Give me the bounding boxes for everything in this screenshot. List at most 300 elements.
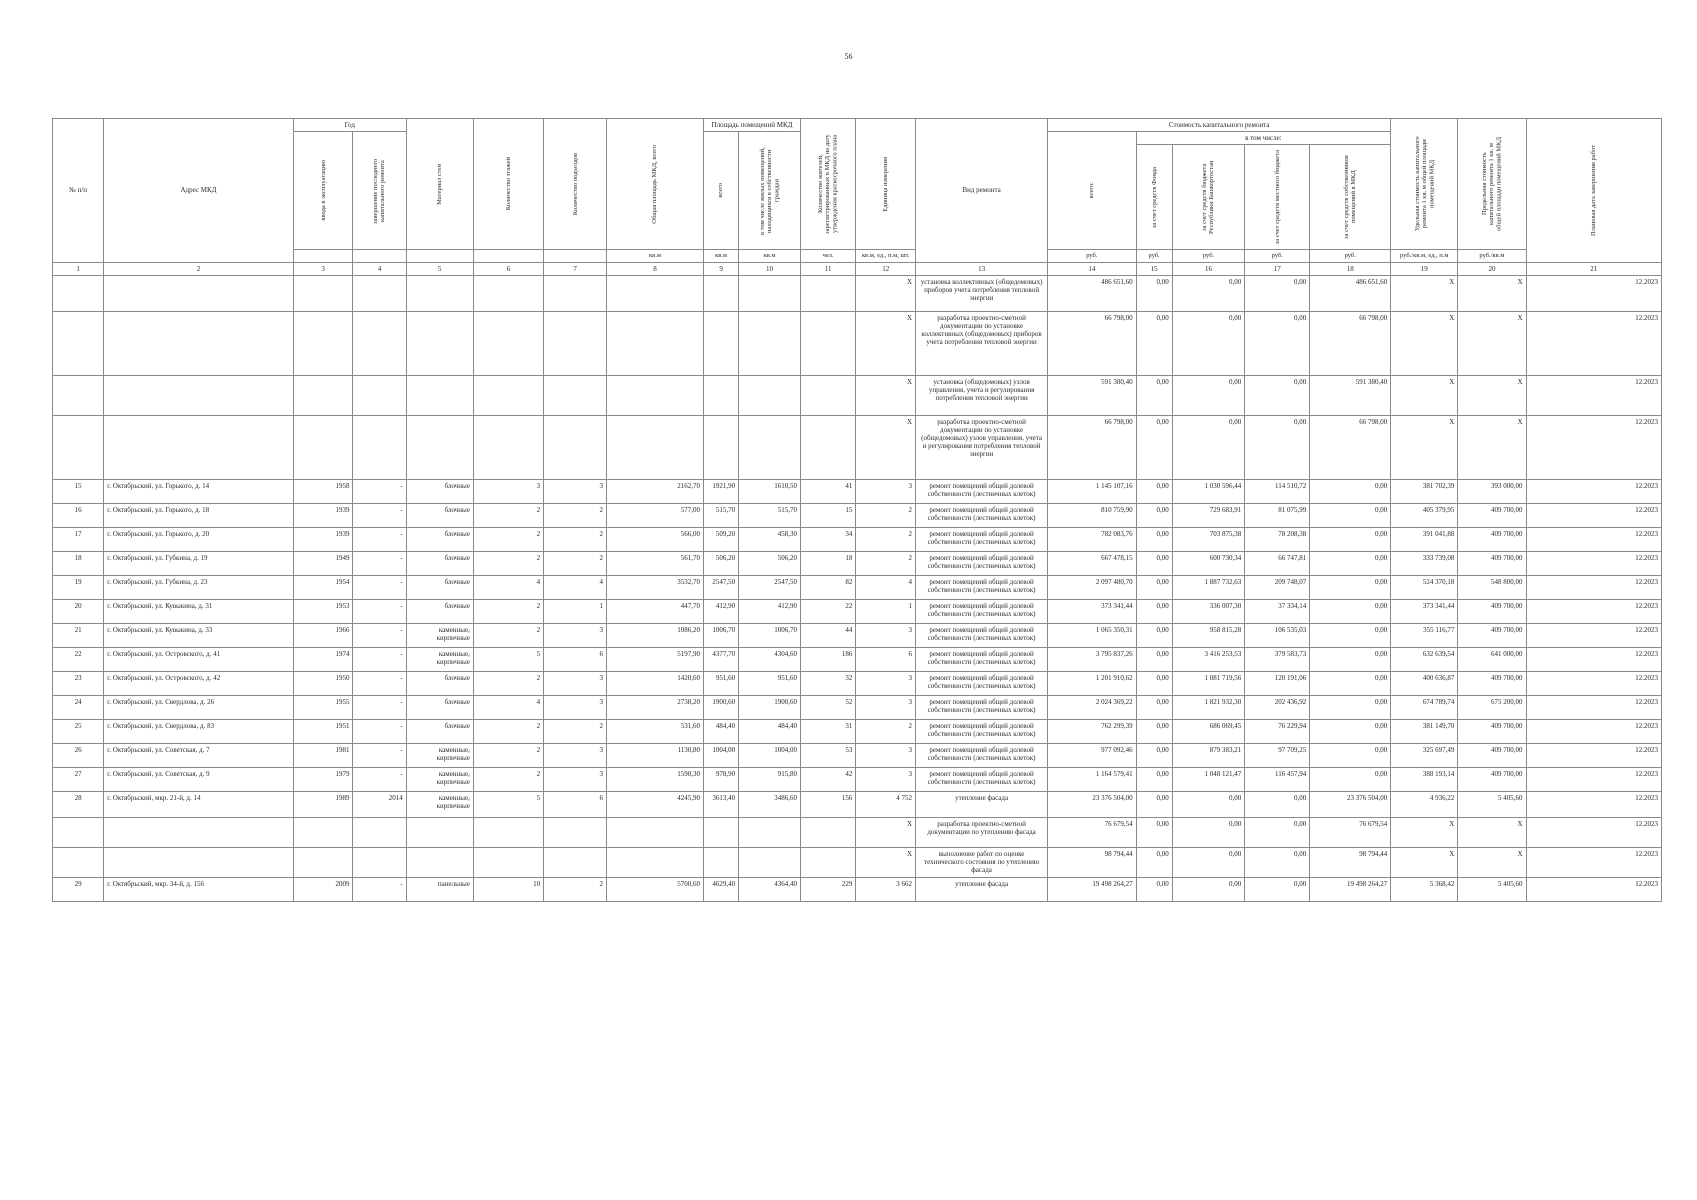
cell-c6: 2 <box>473 767 543 791</box>
cell-c21: 12.2023 <box>1526 479 1661 503</box>
cell-c17: 66 747,81 <box>1245 551 1310 575</box>
cell-c15: 0,00 <box>1136 743 1172 767</box>
table-row <box>53 647 1662 671</box>
cell-c4 <box>353 311 406 375</box>
cell-c9: 4377,70 <box>703 647 738 671</box>
cell-c14: 76 679,54 <box>1048 817 1136 847</box>
cell-c7: 2 <box>544 527 607 551</box>
cell-c8 <box>607 817 704 847</box>
cell-c20: 409 700,00 <box>1458 527 1526 551</box>
cell-c6: 5 <box>473 791 543 817</box>
cell-c18: 0,00 <box>1310 575 1391 599</box>
cell-c3: 2009 <box>293 877 353 901</box>
cell-c21: 12.2023 <box>1526 551 1661 575</box>
cell-c21: 12.2023 <box>1526 877 1661 901</box>
cell-c7: 3 <box>544 695 607 719</box>
cell-c5: панельные <box>406 877 473 901</box>
table-row <box>53 767 1662 791</box>
cell-c7: 3 <box>544 743 607 767</box>
cell-c2: г. Октябрьский, ул. Кувыкина, д. 31 <box>104 599 294 623</box>
cell-c16: 0,00 <box>1172 877 1244 901</box>
cell-c14: 762 299,39 <box>1048 719 1136 743</box>
cell-c1: 15 <box>53 479 104 503</box>
column-numbers-row <box>53 262 1662 275</box>
cell-c16: 1 048 121,47 <box>1172 767 1244 791</box>
cell-c16: 1 821 932,30 <box>1172 695 1244 719</box>
cell-c5 <box>406 275 473 311</box>
cell-c19: 381 702,39 <box>1391 479 1458 503</box>
cell-c7: 2 <box>544 719 607 743</box>
unit-10: кв.м <box>739 250 801 262</box>
cell-c20: X <box>1458 375 1526 415</box>
cell-c12: 4 <box>856 575 916 599</box>
column-number: 11 <box>800 262 855 275</box>
cell-c7: 3 <box>544 671 607 695</box>
cell-c12: 2 <box>856 719 916 743</box>
cell-c2 <box>104 415 294 479</box>
cell-c13: ремонт помещений общей долевой собственности (лестничных клеток) <box>916 743 1048 767</box>
cell-c5 <box>406 375 473 415</box>
cell-c4: - <box>353 695 406 719</box>
cell-c8: 2738,20 <box>607 695 704 719</box>
cell-c5: каменные, кирпичные <box>406 767 473 791</box>
cell-c19: X <box>1391 847 1458 877</box>
cell-c14: 1 145 107,16 <box>1048 479 1136 503</box>
cell-c12: 2 <box>856 527 916 551</box>
hdr-area-group: Площадь помещений МКД <box>703 119 800 132</box>
cell-c18: 0,00 <box>1310 719 1391 743</box>
cell-c10: 4364,40 <box>739 877 801 901</box>
cell-c17: 106 535,03 <box>1245 623 1310 647</box>
table-header <box>53 119 1662 276</box>
cell-c3: 1958 <box>293 479 353 503</box>
cell-c10 <box>739 415 801 479</box>
cell-c4: - <box>353 503 406 527</box>
cell-c1 <box>53 275 104 311</box>
cell-c18: 66 798,00 <box>1310 415 1391 479</box>
cell-c12: 6 <box>856 647 916 671</box>
cell-c10: 1006,70 <box>739 623 801 647</box>
cell-c15: 0,00 <box>1136 671 1172 695</box>
cell-c13: ремонт помещений общей долевой собственности (лестничных клеток) <box>916 767 1048 791</box>
cell-c10: 515,70 <box>739 503 801 527</box>
cell-c15: 0,00 <box>1136 375 1172 415</box>
cell-c15: 0,00 <box>1136 847 1172 877</box>
cell-c8: 1420,60 <box>607 671 704 695</box>
cell-c20: 409 700,00 <box>1458 551 1526 575</box>
cell-c9 <box>703 415 738 479</box>
cell-c7: 1 <box>544 599 607 623</box>
cell-c15: 0,00 <box>1136 817 1172 847</box>
cell-c19: 5 368,42 <box>1391 877 1458 901</box>
cell-c5: блочные <box>406 551 473 575</box>
cell-c4 <box>353 847 406 877</box>
cell-c1: 21 <box>53 623 104 647</box>
hdr-incl: в том числе: <box>1136 132 1391 145</box>
table-row <box>53 527 1662 551</box>
cell-c15: 0,00 <box>1136 599 1172 623</box>
cell-c7 <box>544 311 607 375</box>
cell-c19: X <box>1391 415 1458 479</box>
cell-c11: 15 <box>800 503 855 527</box>
hdr-repair-type: Вид ремонта <box>916 119 1048 263</box>
cell-c13: выполнение работ по оценке технического состояния по утеплению фасада <box>916 847 1048 877</box>
cell-c14: 591 380,40 <box>1048 375 1136 415</box>
cell-c20: 409 700,00 <box>1458 671 1526 695</box>
cell-c21: 12.2023 <box>1526 791 1661 817</box>
cell-c20: X <box>1458 275 1526 311</box>
cell-c10: 915,80 <box>739 767 801 791</box>
cell-c21: 12.2023 <box>1526 599 1661 623</box>
cell-c20: 409 700,00 <box>1458 623 1526 647</box>
cell-c8 <box>607 415 704 479</box>
cell-c7 <box>544 817 607 847</box>
cell-c10 <box>739 817 801 847</box>
cell-c1: 27 <box>53 767 104 791</box>
cell-c13: ремонт помещений общей долевой собственности (лестничных клеток) <box>916 623 1048 647</box>
cell-c10: 484,40 <box>739 719 801 743</box>
cell-c3 <box>293 847 353 877</box>
cell-c11: 52 <box>800 695 855 719</box>
cell-c13: разработка проектно-сметной документации по установке (общедомовых) узлов управления, учета и регулирования потребления тепловой энергии <box>916 415 1048 479</box>
cell-c18: 0,00 <box>1310 695 1391 719</box>
cell-c20: 409 700,00 <box>1458 743 1526 767</box>
cell-c18: 0,00 <box>1310 767 1391 791</box>
cell-c20: 409 700,00 <box>1458 719 1526 743</box>
cell-c21: 12.2023 <box>1526 527 1661 551</box>
cell-c15: 0,00 <box>1136 275 1172 311</box>
cell-c4 <box>353 375 406 415</box>
cell-c4: 2014 <box>353 791 406 817</box>
cell-c16: 958 815,28 <box>1172 623 1244 647</box>
cell-c12: 4 752 <box>856 791 916 817</box>
cell-c13: ремонт помещений общей долевой собственности (лестничных клеток) <box>916 575 1048 599</box>
cell-c10: 951,60 <box>739 671 801 695</box>
cell-c12: X <box>856 415 916 479</box>
hdr-unit: Единица измерения <box>856 119 916 250</box>
table-row <box>53 479 1662 503</box>
cell-c10: 458,30 <box>739 527 801 551</box>
column-number: 10 <box>739 262 801 275</box>
cell-c14: 2 097 480,70 <box>1048 575 1136 599</box>
cell-c20: 5 405,60 <box>1458 791 1526 817</box>
cell-c18: 19 498 264,27 <box>1310 877 1391 901</box>
cell-c7: 2 <box>544 551 607 575</box>
column-number: 19 <box>1391 262 1458 275</box>
cell-c11: 18 <box>800 551 855 575</box>
cell-c12: X <box>856 275 916 311</box>
cell-c9: 515,70 <box>703 503 738 527</box>
cell-c16: 0,00 <box>1172 311 1244 375</box>
cell-c3 <box>293 311 353 375</box>
cell-c19: 4 936,22 <box>1391 791 1458 817</box>
cell-c13: ремонт помещений общей долевой собственности (лестничных клеток) <box>916 647 1048 671</box>
cell-c8: 5700,60 <box>607 877 704 901</box>
cell-c11: 22 <box>800 599 855 623</box>
hdr-cost-total: всего: <box>1048 132 1136 250</box>
cell-c19: 524 370,18 <box>1391 575 1458 599</box>
cell-c5: каменные, кирпичные <box>406 743 473 767</box>
hdr-area-all: всего <box>703 132 738 250</box>
cell-c12: 3 <box>856 743 916 767</box>
cell-c20: X <box>1458 415 1526 479</box>
cell-c5: каменные, кирпичные <box>406 623 473 647</box>
unit-9: кв.м <box>703 250 738 262</box>
cell-c12: 3 <box>856 623 916 647</box>
cell-c11: 42 <box>800 767 855 791</box>
cell-c14: 1 065 350,31 <box>1048 623 1136 647</box>
cell-c5: блочные <box>406 695 473 719</box>
cell-c7 <box>544 847 607 877</box>
cell-c2: г. Октябрьский, ул. Свердлова, д. 26 <box>104 695 294 719</box>
table-row <box>53 575 1662 599</box>
cell-c15: 0,00 <box>1136 415 1172 479</box>
unit-19: руб./кв.м, ед., п.м <box>1391 250 1458 262</box>
cell-c2: г. Октябрьский, мкр. 34-й, д. 156 <box>104 877 294 901</box>
cell-c19: 381 149,70 <box>1391 719 1458 743</box>
cell-c8: 577,00 <box>607 503 704 527</box>
cell-c5: блочные <box>406 527 473 551</box>
cell-c6 <box>473 817 543 847</box>
cell-c6: 2 <box>473 527 543 551</box>
cell-c1: 26 <box>53 743 104 767</box>
cell-c1 <box>53 375 104 415</box>
cell-c16: 0,00 <box>1172 415 1244 479</box>
cell-c7: 3 <box>544 767 607 791</box>
unit-17: руб. <box>1245 250 1310 262</box>
cell-c5 <box>406 817 473 847</box>
unit-14: руб. <box>1048 250 1136 262</box>
cell-c17: 209 748,07 <box>1245 575 1310 599</box>
table-row <box>53 599 1662 623</box>
cell-c2: г. Октябрьский, ул. Губкина, д. 23 <box>104 575 294 599</box>
cell-c17: 116 457,94 <box>1245 767 1310 791</box>
cell-c2 <box>104 311 294 375</box>
cell-c20: X <box>1458 847 1526 877</box>
cell-c20: 641 000,00 <box>1458 647 1526 671</box>
table-row <box>53 375 1662 415</box>
cell-c9: 484,40 <box>703 719 738 743</box>
cell-c8: 566,00 <box>607 527 704 551</box>
hdr-wall: Материал стен <box>406 119 473 250</box>
cell-c9: 951,60 <box>703 671 738 695</box>
cell-c13: утепление фасада <box>916 791 1048 817</box>
cell-c18: 0,00 <box>1310 671 1391 695</box>
cell-c4: - <box>353 767 406 791</box>
table-row <box>53 551 1662 575</box>
cell-c10: 2547,50 <box>739 575 801 599</box>
cell-c15: 0,00 <box>1136 479 1172 503</box>
cell-c15: 0,00 <box>1136 551 1172 575</box>
cell-c5 <box>406 847 473 877</box>
hdr-plan-date: Плановая дата завершения работ <box>1526 119 1661 263</box>
cell-c8: 3532,70 <box>607 575 704 599</box>
cell-c4 <box>353 415 406 479</box>
cell-c16: 1 030 596,44 <box>1172 479 1244 503</box>
cell-c13: утепление фасада <box>916 877 1048 901</box>
unit-12: кв.м, ед., п.м, шт. <box>856 250 916 262</box>
hdr-cost-group: Стоимость капитального ремонта <box>1048 119 1391 132</box>
cell-c6: 4 <box>473 695 543 719</box>
cell-c7: 2 <box>544 877 607 901</box>
cell-c17: 0,00 <box>1245 877 1310 901</box>
cell-c18: 0,00 <box>1310 599 1391 623</box>
cell-c9 <box>703 275 738 311</box>
cell-c16: 0,00 <box>1172 275 1244 311</box>
cell-c17: 76 229,94 <box>1245 719 1310 743</box>
cell-c11: 41 <box>800 479 855 503</box>
cell-c16: 3 416 253,53 <box>1172 647 1244 671</box>
cell-c17: 0,00 <box>1245 817 1310 847</box>
unit-8: кв.м <box>607 250 704 262</box>
cell-c19: 674 789,74 <box>1391 695 1458 719</box>
cell-c19: 391 041,88 <box>1391 527 1458 551</box>
cell-c21: 12.2023 <box>1526 719 1661 743</box>
cell-c14: 66 798,00 <box>1048 415 1136 479</box>
cell-c20: 675 200,00 <box>1458 695 1526 719</box>
cell-c15: 0,00 <box>1136 695 1172 719</box>
cell-c14: 373 341,44 <box>1048 599 1136 623</box>
cell-c18: 23 376 504,00 <box>1310 791 1391 817</box>
cell-c19: 355 116,77 <box>1391 623 1458 647</box>
cell-c13: ремонт помещений общей долевой собственности (лестничных клеток) <box>916 479 1048 503</box>
cell-c4: - <box>353 479 406 503</box>
cell-c15: 0,00 <box>1136 311 1172 375</box>
cell-c1: 17 <box>53 527 104 551</box>
cell-c16: 0,00 <box>1172 817 1244 847</box>
cell-c20: 5 405,60 <box>1458 877 1526 901</box>
cell-c5: блочные <box>406 575 473 599</box>
cell-c4 <box>353 275 406 311</box>
cell-c18: 486 651,60 <box>1310 275 1391 311</box>
cell-c18: 0,00 <box>1310 527 1391 551</box>
cell-c12: X <box>856 375 916 415</box>
unit-7 <box>544 250 607 262</box>
cell-c3: 1953 <box>293 599 353 623</box>
cell-c7: 6 <box>544 647 607 671</box>
cell-c19: X <box>1391 375 1458 415</box>
cell-c10: 412,90 <box>739 599 801 623</box>
cell-c10: 1004,00 <box>739 743 801 767</box>
cell-c10 <box>739 275 801 311</box>
table-row <box>53 877 1662 901</box>
cell-c8 <box>607 375 704 415</box>
cell-c21: 12.2023 <box>1526 503 1661 527</box>
cell-c8 <box>607 275 704 311</box>
cell-c1 <box>53 817 104 847</box>
cell-c12: 2 <box>856 503 916 527</box>
table-row <box>53 847 1662 877</box>
cell-c19: 373 341,44 <box>1391 599 1458 623</box>
cell-c5: блочные <box>406 479 473 503</box>
cell-c9 <box>703 311 738 375</box>
cell-c2: г. Октябрьский, мкр. 21-й, д. 14 <box>104 791 294 817</box>
cell-c20: X <box>1458 817 1526 847</box>
cell-c14: 782 083,76 <box>1048 527 1136 551</box>
cell-c11 <box>800 275 855 311</box>
cell-c2: г. Октябрьский, ул. Горького, д. 14 <box>104 479 294 503</box>
cell-c13: разработка проектно-сметной документации по установке коллективных (общедомовых) приборов учета потребления тепловой энергии <box>916 311 1048 375</box>
hdr-address: Адрес МКД <box>104 119 294 263</box>
column-number: 2 <box>104 262 294 275</box>
cell-c16: 600 730,34 <box>1172 551 1244 575</box>
cell-c2: г. Октябрьский, ул. Советская, д. 9 <box>104 767 294 791</box>
table-row <box>53 671 1662 695</box>
cell-c15: 0,00 <box>1136 575 1172 599</box>
cell-c8: 4245,90 <box>607 791 704 817</box>
hdr-local-budget: за счет средств местного бюджета <box>1245 145 1310 250</box>
cell-c9: 978,90 <box>703 767 738 791</box>
cell-c13: ремонт помещений общей долевой собственности (лестничных клеток) <box>916 503 1048 527</box>
cell-c12: X <box>856 817 916 847</box>
cell-c3: 1950 <box>293 671 353 695</box>
cell-c15: 0,00 <box>1136 623 1172 647</box>
table-row <box>53 275 1662 311</box>
unit-5 <box>406 250 473 262</box>
column-number: 17 <box>1245 262 1310 275</box>
column-number: 21 <box>1526 262 1661 275</box>
cell-c16: 1 081 719,56 <box>1172 671 1244 695</box>
cell-c4: - <box>353 671 406 695</box>
cell-c7 <box>544 415 607 479</box>
cell-c21: 12.2023 <box>1526 275 1661 311</box>
column-number: 1 <box>53 262 104 275</box>
cell-c20: 548 800,00 <box>1458 575 1526 599</box>
unit-18: руб. <box>1310 250 1391 262</box>
cell-c19: X <box>1391 275 1458 311</box>
cell-c19: X <box>1391 311 1458 375</box>
cell-c4: - <box>353 877 406 901</box>
cell-c12: X <box>856 311 916 375</box>
cell-c5 <box>406 415 473 479</box>
cell-c4: - <box>353 575 406 599</box>
cell-c18: 0,00 <box>1310 503 1391 527</box>
cell-c1: 28 <box>53 791 104 817</box>
cell-c19: 325 697,49 <box>1391 743 1458 767</box>
hdr-floors: Количество этажей <box>473 119 543 250</box>
cell-c17: 81 075,99 <box>1245 503 1310 527</box>
cell-c1: 18 <box>53 551 104 575</box>
cell-c10: 4304,60 <box>739 647 801 671</box>
unit-15: руб. <box>1136 250 1172 262</box>
cell-c8: 447,70 <box>607 599 704 623</box>
cell-c19: 632 639,54 <box>1391 647 1458 671</box>
cell-c4 <box>353 817 406 847</box>
cell-c8: 1590,30 <box>607 767 704 791</box>
table-row <box>53 311 1662 375</box>
cell-c19: 405 379,95 <box>1391 503 1458 527</box>
cell-c19: 388 193,14 <box>1391 767 1458 791</box>
cell-c14: 19 498 264,27 <box>1048 877 1136 901</box>
cell-c9: 4629,40 <box>703 877 738 901</box>
cell-c11 <box>800 375 855 415</box>
cell-c3: 1955 <box>293 695 353 719</box>
unit-16: руб. <box>1172 250 1244 262</box>
cell-c12: X <box>856 847 916 877</box>
cell-c16: 729 683,91 <box>1172 503 1244 527</box>
cell-c10 <box>739 847 801 877</box>
hdr-area-residential: в том числе жилых помещений, находящихся в собственности граждан <box>739 132 801 250</box>
cell-c5: каменные, кирпичные <box>406 647 473 671</box>
cell-c21: 12.2023 <box>1526 311 1661 375</box>
cell-c18: 0,00 <box>1310 479 1391 503</box>
column-number: 3 <box>293 262 353 275</box>
cell-c16: 0,00 <box>1172 847 1244 877</box>
cell-c7: 2 <box>544 503 607 527</box>
cell-c5: блочные <box>406 599 473 623</box>
cell-c3: 1949 <box>293 551 353 575</box>
cell-c9 <box>703 817 738 847</box>
